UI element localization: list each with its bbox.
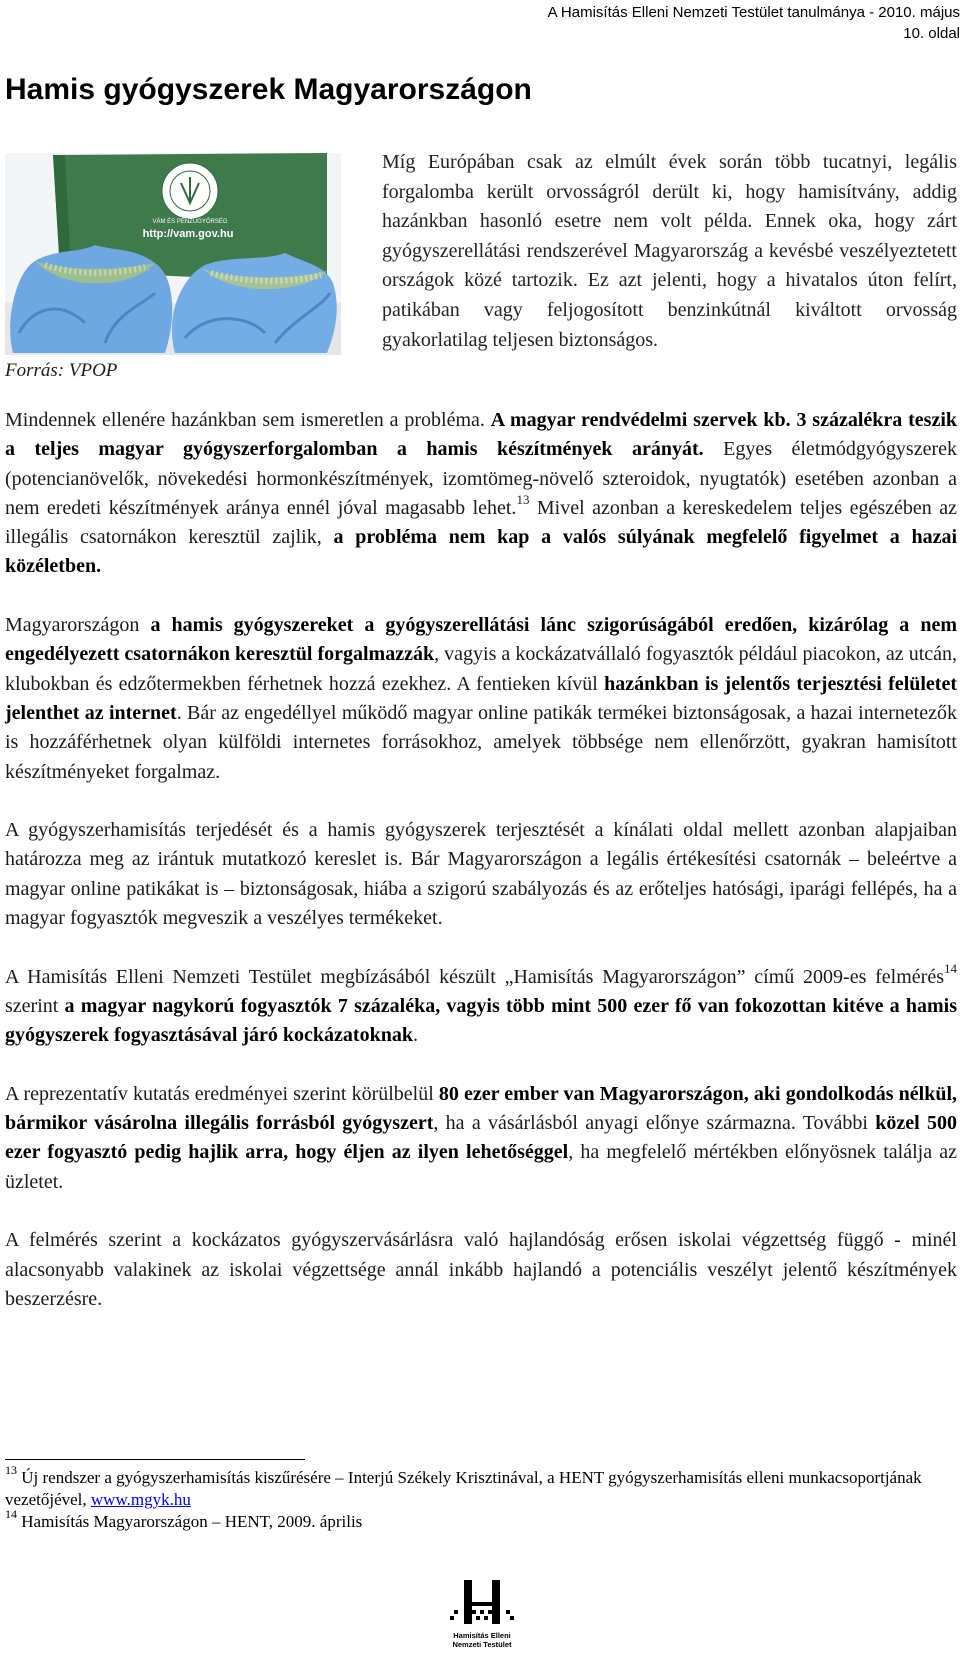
page-title: Hamis gyógyszerek Magyarországon [5,73,532,106]
footnote-13: $^{13}$ Új rendszer a gyógyszerhamisítás kiszűrésére – Interjú Székely Krisztinával, a HENT gyógyszerhamisítás elleni munkacsoportjának vezetőjével, www.mgyk.hu [5,1463,922,1509]
body-paragraph-6: A felmérés szerint a kockázatos gyógyszervásárlásra való hajlandóság erősen iskolai végzettség függő - minél alacsonyabb valakinek az iskolai végzettsége annál inkább hajlandó a potenciális veszélyt jelentő készítmények beszerzésre. [5,1229,957,1310]
box-url-label: http://vam.gov.hu [142,228,234,240]
footnotes [5,1463,957,1533]
body-paragraph-5: A reprezentatív kutatás eredményei szerint körülbelül 80 ezer ember van Magyarországon, aki gondolkodás nélkül, bármikor vásárolna illegális forrásból gyógyszert, ha a vásárlásból anyagi előnye származna. További közel 500 ezer fogyasztó pedig hajlik arra, hogy éljen az ilyen lehetőséggel, ha megfelelő mértékben előnyösnek találja az üzletet. [5,1082,958,1193]
photo-caption: Forrás: VPOP [5,360,118,381]
footnote-ref-14: 14 [944,960,957,976]
body-paragraph-1: Mindennek ellenére hazánkban sem ismeretlen a probléma. A magyar rendvédelmi szervek kb. 3 százalékra teszik a teljes magyar gyógyszerforgalomban a hamis készítmények arányát. Egyes életmódgyógyszerek (potencianövelők, növekedési hormonkészítmények, izomtömeg-növelő szteroidok, nyugtatók) esetében azonban a nem eredeti készítmények aránya ennél jóval magasabb lehet.$^{13}$ Mivel azonban a kereskedelem teljes egészében az illegális csatornákon keresztül zajlik, a probléma nem kap a valós súlyának megfelelő figyelmet a hazai közéletben. [5,409,958,578]
body-paragraph-2: Magyarországon a hamis gyógyszereket a gyógyszerellátási lánc szigorúságából eredően, kizárólag a nem engedélyezett csatornákon keresztül forgalmazzák, vagyis a kockázatvállaló fogyasztók például piacokon, az utcán, klubokban és edzőtermekben férhetnek hozzá ezekhez. A fentieken kívül hazánkban is jelentős terjesztési felületet jelenthet az internet. Bár az engedéllyel működő magyar online patikák termékei biztonságosak, a hazai internetezők is hozzáférhetnek olyan külföldi internetes forrásokhoz, amelyek többsége nem ellenőrzött, gyakran hamisított készítményeket forgalmaz. [5,614,958,783]
logo-text-line-1: Hamisítás Elleni [453,1631,511,1640]
header-publication: A Hamisítás Elleni Nemzeti Testület tanulmánya - 2010. május [547,4,960,21]
hent-logo [450,1580,514,1650]
footnote-ref-13: 13 [516,492,530,508]
seized-medicines-photo [5,153,341,355]
header-page-number: 10. oldal [903,25,960,42]
page-header [480,2,960,44]
logo-text-line-2: Nemzeti Testület [452,1640,512,1649]
seal-label: VÁM ÉS PÉNZÜGYŐRSÉG [152,219,228,225]
footnote-link[interactable]: www.mgyk.hu [90,1490,191,1509]
body-paragraph-3: A gyógyszerhamisítás terjedését és a hamis gyógyszerek terjesztését a kínálati oldal mellett azonban alapjaiban határozza meg az irántuk mutatkozó kereslet is. Bár Magyarországon a legális értékesítési csatornák – beleértve a magyar online patikákat is – biztonságosak, hiába a szigorú szabályozás és az erőteljes hatósági, iparági fellépés, ha a magyar fogyasztók megveszik a veszélyes termékeket. [5,819,957,930]
body-paragraph-4: A Hamisítás Elleni Nemzeti Testület megbízásából készült „Hamisítás Magyarországon” című 2009-es felmérés$^{14}$ szerint a magyar nagykorú fogyasztók 7 százaléka, vagyis több mint 500 ezer fő van fokozottan kitéve a hamis gyógyszerek fogyasztásával járó kockázatoknak. [5,960,957,1047]
footnote-14: $^{14}$ Hamisítás Magyarországon – HENT, 2009. április [5,1507,363,1531]
footnote-divider [5,1459,305,1460]
article-body [5,406,957,1344]
intro-paragraph: Míg Európában csak az elmúlt évek során több tucatnyi, legális forgalomba került orvosságról derült ki, hogy hamisítvány, addig hazánkban hasonló esetre nem volt példa. Ennek oka, hogy zárt gyógyszerellátási rendszerével Magyarország a kevésbé veszélyeztetett országok közé tartozik. Ez azt jelenti, hogy a hivatalos úton felírt, patikában vagy feljogosított benzinkútnál kiváltott orvosság gyakorlatilag teljesen biztonságos. [382,151,957,351]
